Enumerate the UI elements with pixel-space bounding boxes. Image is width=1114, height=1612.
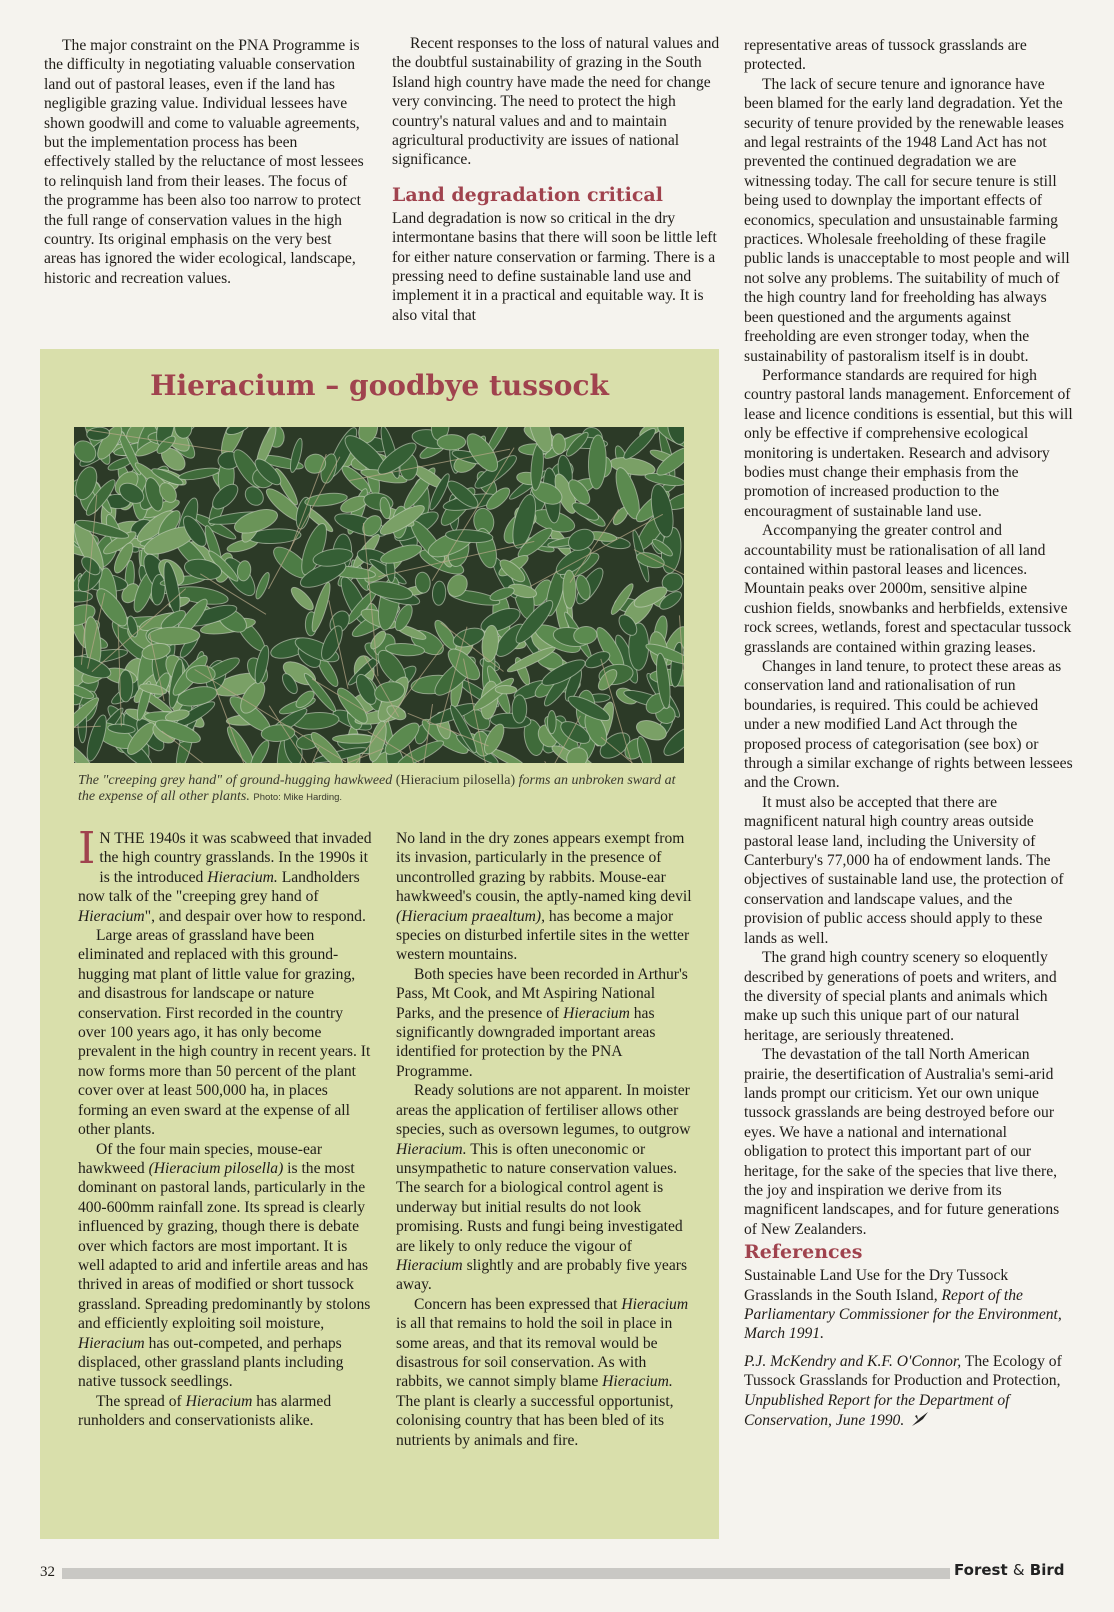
hawkweed-leaves-image bbox=[74, 427, 684, 763]
paragraph bbox=[78, 1140, 374, 1392]
brand-word: Bird bbox=[1029, 1561, 1065, 1579]
brand-amp: & bbox=[1012, 1561, 1025, 1579]
text: has become a major species on disturbed infertile sites in the wetter western mountains. bbox=[396, 907, 690, 964]
hawkweed-photo bbox=[74, 427, 684, 763]
leaf bbox=[288, 584, 316, 613]
paragraph: Accompanying the greater control and accountability must be rationalisation of all land contained within pastoral leases and licences. Mountain peaks over 2000m, sensitive alpine cushion fields, snowbanks and herbfields, extensive rock screes, wetlands, forest and spectacular tussock grasslands are contained within grazing leases. bbox=[744, 522, 1072, 656]
reference-item bbox=[744, 1266, 1074, 1344]
photo-caption bbox=[78, 773, 678, 806]
paragraph: Recent responses to the loss of natural values and the doubtful sustainability of grazing in the South Island high country have made the need for change very convincing. The need to protect the high country's natural values and and to maintain agricultural productivity are issues of national significance. bbox=[392, 35, 720, 169]
text-italic: Hieracium bbox=[78, 1334, 145, 1352]
leaf bbox=[548, 711, 557, 734]
leaf bbox=[512, 695, 527, 723]
paragraph: Large areas of grassland have been eliminated and replaced with this ground-hugging mat plant of little value for grazing, and disastrous for landscape or nature conservation. First recorded in the country over 100 years ago, it has only become prevalent in the high country in recent years. It now forms more than 50 percent of the plant cover over at least 500,000 ha, in places forming an even sward at the expense of all other plants. bbox=[78, 927, 371, 1139]
paragraph: The grand high country scenery so eloquently described by generations of poets and writers, and the diversity of special plants and animals which make up such this unique part of our natural heritage, are seriously threatened. bbox=[744, 949, 1057, 1044]
magazine-brand bbox=[954, 1561, 1065, 1579]
text-italic: Hieracium bbox=[621, 1295, 689, 1313]
column-1 bbox=[44, 36, 364, 288]
box-column-right bbox=[396, 829, 692, 1450]
paragraph bbox=[396, 1081, 692, 1294]
column-2 bbox=[392, 34, 722, 325]
text: is all that remains to hold the soil in place in some areas, and that its removal would be disastrous for soil conservation. As with rabbits, we cannot simply blame bbox=[396, 1315, 673, 1391]
text-italic: Hieracium. bbox=[396, 1140, 467, 1158]
text: Ready solutions are not apparent. In moister areas the application of fertiliser allows other species, such as oversown legumes, to outgrow bbox=[396, 1082, 691, 1139]
paragraph bbox=[78, 1392, 374, 1431]
text-italic: (Hieracium pilosella) bbox=[148, 1159, 284, 1177]
references-heading: References bbox=[744, 1241, 863, 1264]
text: has out-competed, and perhaps displaced, other grassland plants including native tussock seedlings. bbox=[78, 1334, 344, 1391]
reference-source: Report of the Parliamentary Commissioner for the Environment, March 1991. bbox=[744, 1286, 1062, 1343]
leaf bbox=[620, 427, 658, 463]
text: No land in the dry zones appears exempt from its invasion, particularly in the presence of uncontrolled grazing by rabbits. Mouse-ear hawkweed's cousin, the aptly-named king devil bbox=[396, 830, 692, 906]
reference-source: Unpublished Report for the Department of Conservation, June 1990. bbox=[744, 1391, 1010, 1430]
reference-authors: P.J. McKendry and K.F. O'Connor, bbox=[744, 1352, 962, 1370]
text: Concern has been expressed that bbox=[414, 1295, 622, 1313]
leaf bbox=[148, 627, 200, 645]
leaf bbox=[253, 571, 271, 600]
text: has significantly downgraded important areas identified for protection by the PNA Programme. bbox=[396, 1004, 656, 1080]
paragraph: The major constraint on the PNA Programme is the difficulty in negotiating valuable conservation land out of pastoral leases, even if the land has negligible grazing value. Individual lessees have shown goodwill and come to valuable agreements, but the implementation process has been effectively stalled by the reluctance of most lessees to relinquish land from their leases. The focus of the programme has been also too narrow to protect the full range of conservation values in the high country. Its original emphasis on the very best areas has ignored the wider ecological, landscape, historic and recreation values. bbox=[44, 37, 364, 287]
leaf bbox=[74, 591, 92, 603]
text: ", and despair over how to respond. bbox=[144, 907, 366, 925]
text-italic: Hieracium bbox=[396, 1256, 463, 1274]
paragraph bbox=[396, 1295, 692, 1450]
paragraph: representative areas of tussock grasslands are protected. bbox=[744, 37, 1027, 74]
hieracium-feature-box bbox=[40, 349, 719, 1539]
paragraph: The devastation of the tall North American prairie, the desertification of Australia's semi-arid lands prompt our criticism. Yet our own unique tussock grasslands are being destroyed before our eyes. We have a national and international obligation to protect this important part of our heritage, for the sake of the species that live there, the joy and inspiration we derive from its magnificent landscapes, and for future generations of New Zealanders. bbox=[744, 1046, 1060, 1238]
text: The plant is clearly a successful opportunist, colonising country that has been bled of its nutrients by animals and fire. bbox=[396, 1392, 674, 1449]
leaf bbox=[432, 581, 446, 606]
text-italic: (Hieracium praealtum), bbox=[396, 907, 545, 925]
section-heading-land-degradation: Land degradation critical bbox=[392, 183, 663, 206]
text: Of the four main species, mouse-ear hawkweed bbox=[78, 1140, 323, 1177]
text: is the most dominant on pastoral lands, particularly in the 400-600mm rainfall zone. Its spread is clearly influenced by grazing, though there is debate over which factors are most important. It is well adapted to arid and infertile areas and has thrived in areas of modified or short tussock grassland. Spreading predominantly by stolons and efficiently exploiting soil moisture, bbox=[78, 1159, 371, 1333]
paragraph bbox=[396, 829, 692, 965]
paragraph: It must also be accepted that there are magnificent natural high country areas outside pastoral lease land, including the University of Canterbury's 77,000 ha of endowment lands. The objectives of sustainable land use, the protection of conservation and landscape values, and the provision of public access should apply to these lands as well. bbox=[744, 793, 1064, 947]
paragraph bbox=[78, 823, 374, 926]
page-number: 32 bbox=[40, 1564, 55, 1580]
paragraph: The lack of secure tenure and ignorance have been blamed for the early land degradation. Yet the security of tenure provided by the renewable leases and legal restraints of the 1948 Land Act has not prevented the continued degradation we are witnessing today. The call for secure tenure is still being used to downplay the important effects of economics, speculation and unsustainable farming practices. Wholesale freeholding of these fragile public lands is unacceptable to most people and will not solve any problems. The suitability of much of the high country land for freeholding has always been questioned and the arguments against freeholding are even stronger today, when the sustainability of pastoralism itself is in doubt. bbox=[744, 75, 1070, 365]
drop-cap: I bbox=[78, 823, 96, 874]
paragraph: Performance standards are required for high country pastoral lands management. Enforcement of lease and licence conditions is essential, but this will only be effective if comprehensive ecological monitoring is undertaken. Research and advisory bodies must change their emphasis from the promotion of increased production to the encouragment of sustainable land use. bbox=[744, 366, 1073, 520]
paragraph bbox=[396, 965, 692, 1081]
text: has alarmed runholders and conservationists alike. bbox=[78, 1392, 332, 1430]
leaf bbox=[333, 735, 377, 744]
text-italic: Hieracium bbox=[563, 1004, 630, 1022]
photo-credit: Photo: Mike Harding. bbox=[253, 792, 343, 803]
leaf bbox=[437, 434, 466, 450]
brand-word: Forest bbox=[954, 1561, 1008, 1579]
text-italic: Hieracium bbox=[185, 1392, 253, 1410]
box-column-left bbox=[78, 823, 374, 1431]
caption-species: (Hieracium pilosella) bbox=[395, 773, 516, 788]
column-3 bbox=[744, 36, 1074, 1441]
paragraph: Land degradation is now so critical in the dry intermontane basins that there will soon be little left for either nature conservation or farming. There is a pressing need to define sustainable land use and implement it in a practical and equitable way. It is also vital that bbox=[392, 209, 717, 324]
caption-text: The "creeping grey hand" of ground-hugging hawkweed bbox=[78, 773, 396, 788]
text: slightly and are probably five years away. bbox=[396, 1256, 688, 1294]
box-title: Hieracium – goodbye tussock bbox=[150, 369, 609, 402]
reference-item bbox=[744, 1352, 1074, 1434]
paragraph: Changes in land tenure, to protect these areas as conservation land and rationalisation of run boundaries, is required. This could be achieved under a new modified Land Act through the proposed process of categorisation (see box) or through a similar exchange of rights between lessees and the Crown. bbox=[744, 658, 1073, 792]
text: N THE 1940s it was scabweed that invaded the high country grasslands. In the 1990s it is the introduced bbox=[99, 830, 372, 886]
text: This is often uneconomic or unsympathetic to nature conservation values. The search for a biological control agent is underway but initial results do not look promising. Rusts and fungi being investigated are likely to only reduce the vigour of bbox=[396, 1140, 683, 1255]
text: The spread of bbox=[96, 1392, 186, 1410]
text: Both species have been recorded in Arthur's Pass, Mt Cook, and Mt Aspiring National Parks, and the presence of bbox=[396, 965, 688, 1022]
text-italic: Hieracium. bbox=[602, 1373, 673, 1391]
footer-rule bbox=[62, 1568, 950, 1579]
leaf bbox=[495, 685, 517, 694]
caption-text: forms an unbroken sward at the expense of all other plants. bbox=[78, 773, 676, 804]
text-italic: Hieracium. bbox=[207, 868, 278, 886]
reference-text: The Ecology of Tussock Grasslands for Production and Protection, bbox=[744, 1352, 1062, 1390]
reference-text: Sustainable Land Use for the Dry Tussock Grasslands in the South Island, bbox=[744, 1267, 1009, 1304]
text: Landholders now talk of the "creeping grey hand of bbox=[78, 868, 360, 906]
text-italic: Hieracium bbox=[78, 907, 145, 925]
bird-end-mark-icon bbox=[910, 1410, 930, 1433]
